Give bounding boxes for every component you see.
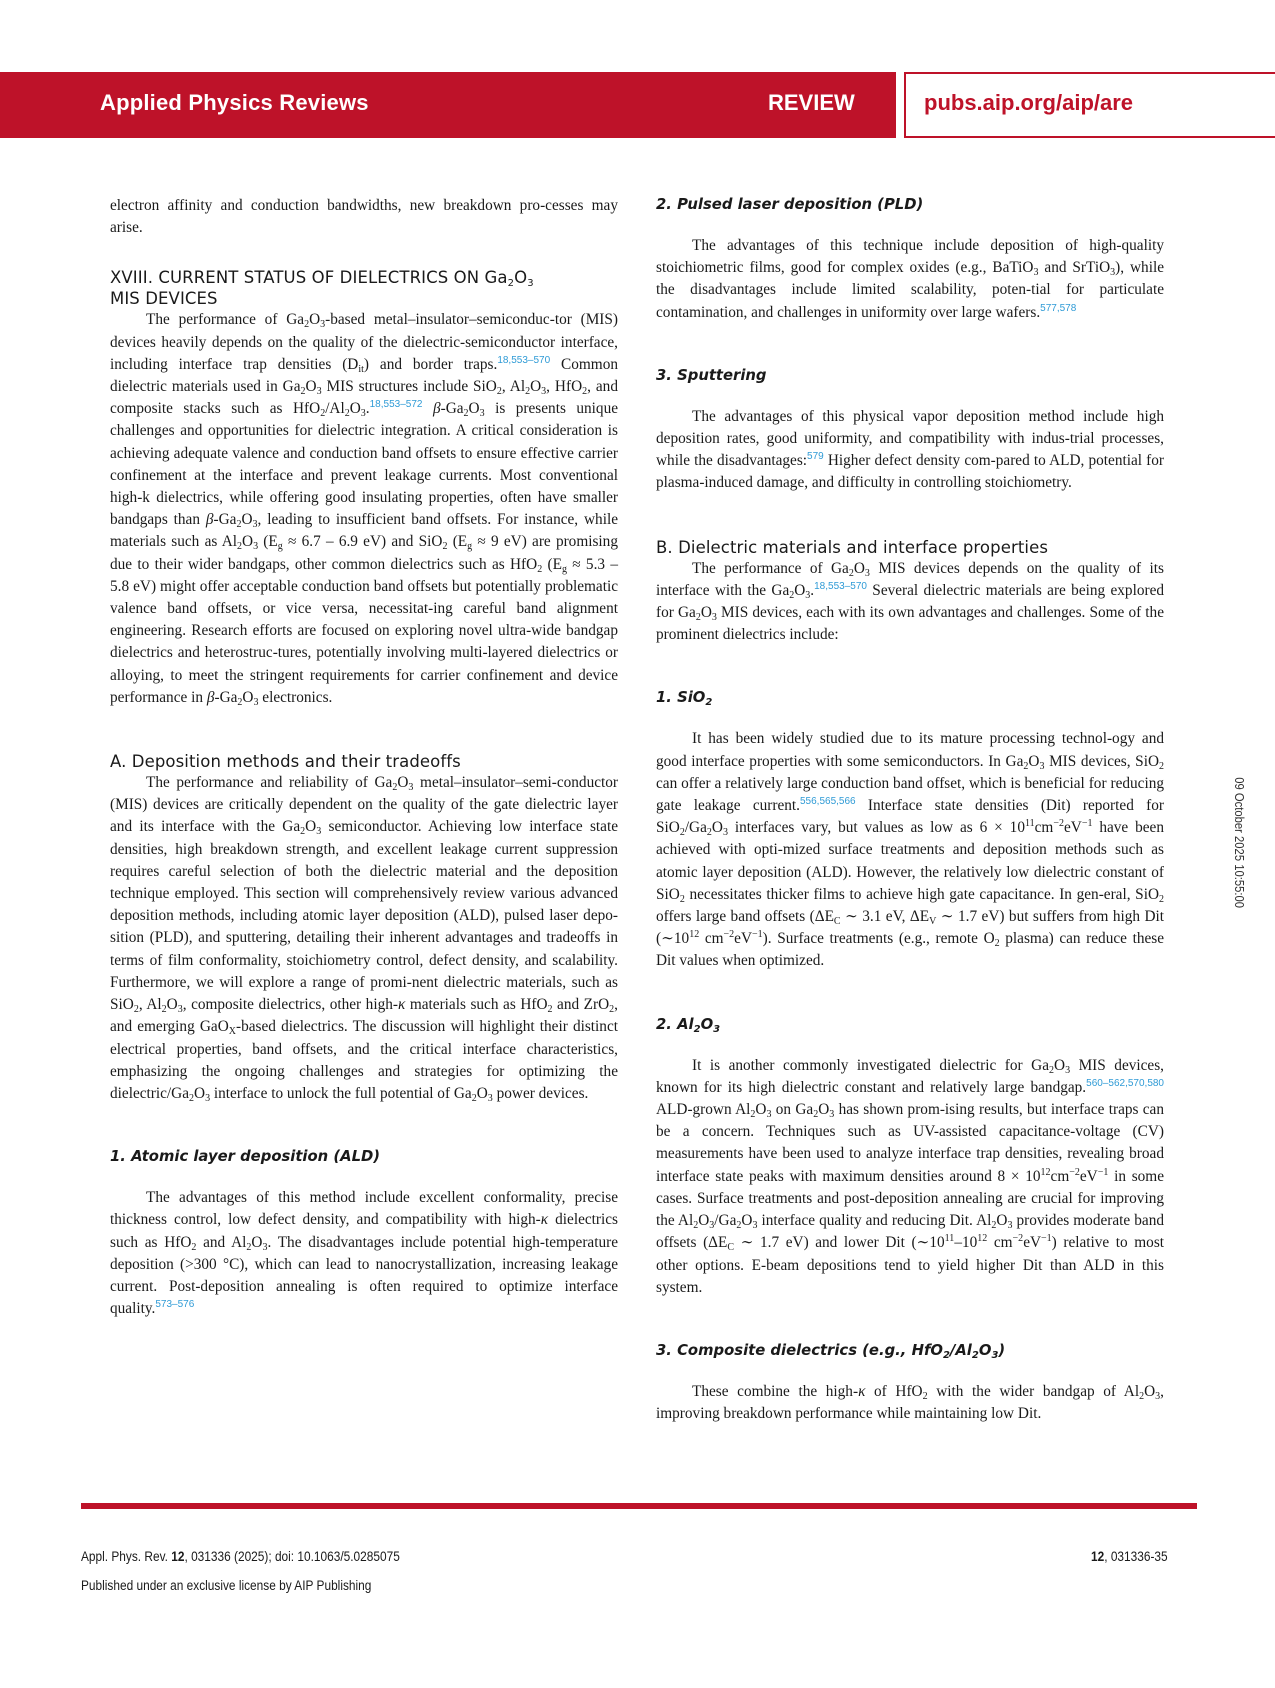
citation-link[interactable]: 577,578 — [1040, 302, 1077, 314]
paragraph: These combine the high-κ of HfO$_2$ with the wider bandgap of $Al_2O_3$, improving breakdown performance while maintaining low Dit. — [656, 1382, 1164, 1423]
citation-link[interactable]: 18,553–570 — [814, 580, 867, 592]
right-column — [656, 195, 1164, 1425]
subsection-heading-pld: 2. Pulsed laser deposition (PLD) — [656, 196, 924, 213]
paragraph: The performance of $Ga_2O_3$ MIS devices depends on the quality of its interface with the $Ga_2O_3.^{18,553-570}$ Several dielectric materials are being explored for $Ga_2O_3$ MIS devices, each with its own advantages and challenges. Some of the prominent dielectrics include: — [656, 559, 1165, 644]
carryover-paragraph: electron affinity and conduction bandwidths, new breakdown pro-cesses may arise. — [110, 197, 618, 237]
footer-citation: Appl. Phys. Rev. 12, 031336 (2025); doi: 10.1063/5.0285075 — [81, 1549, 400, 1564]
subsection-heading-composite: 3. Composite dielectrics (e.g., $HfO_2/Al_2O_3$) — [656, 1341, 1006, 1361]
subsection-heading-sputtering: 3. Sputtering — [656, 366, 767, 384]
paragraph: It is another commonly investigated dielectric for $Ga_2O_3$ MIS devices, known for its high dielectric constant and relatively large bandgap.$^{560-562,570,580}$ ALD-grown $Al_2O_3$ on $Ga_2O_3$ has shown prom-ising results, but interface traps can be a concern. Techniques such as UV-assisted capacitance-voltage (CV) measurements have been used to analyze interface trap densities, revealing broad interface state peaks with maximum densities around $8 \times 10^{12}cm^{-2}eV^{-1}$ in some cases. Surface treatments and post-deposition annealing are crucial for improving the $Al_2O_3/Ga_2O_3$ interface quality and reducing Dit. $Al_2O_3$ provides moderate band offsets ($\Delta E_C$ ∼ 1.7 eV) and lower Dit ($\sim 10^{11}-10^{12}$ $cm^{-2}eV^{-1}$) relative to most other options. E-beam depositions tend to yield higher Dit than ALD in this system. — [656, 1056, 1165, 1296]
citation-link[interactable]: 560–562,570,580 — [1086, 1077, 1164, 1089]
citation-link[interactable]: 556,565,566 — [799, 796, 856, 808]
download-timestamp: 09 October 2025 10:55:00 — [1232, 777, 1246, 909]
paragraph: The advantages of this physical vapor deposition method include high deposition rates, good uniformity, and compatibility with indus-trial processes, while the disadvantages:$^{579}$ Higher defect density com-pared to ALD, potential for plasma-induced damage, and difficulty in controlling stoichiometry. — [656, 407, 1164, 492]
paragraph: The advantages of this technique include deposition of high-quality stoichiometric films, good for complex oxides (e.g., BaTiO$_3$ and SrTiO$_3$), while the disadvantages include limited scalability, poten-tial for particulate contamination, and challenges in uniformity over large wafers.$^{577,578}$ — [656, 237, 1164, 321]
citation-link[interactable]: 18,553–572 — [369, 399, 423, 411]
paragraph: It has been widely studied due to its mature processing technol-ogy and good interface properties with some semiconductors. In $Ga_2O_3$ MIS devices, SiO$_2$ can offer a relatively large conduction band offset, which is beneficial for reducing gate leakage current.$^{556,565,566}$ Interface state densities (Dit) reported for $SiO_2/Ga_2O_3$ interfaces vary, but values as low as $6 \times 10^{11}cm^{-2}eV^{-1}$ have been achieved with opti-mized surface treatments and deposition methods such as atomic layer deposition (ALD). However, the relatively low dielectric constant of SiO$_2$ necessitates thicker films to achieve high gate capacitance. In gen-eral, SiO$_2$ offers large band offsets ($\Delta E_C$ ∼ 3.1 eV, $\Delta E_V$ ∼ 1.7 eV) but suffers from high Dit ($\sim 10^{12}$ $cm^{-2}eV^{-1}$). Surface treatments (e.g., remote $O_2$ plasma) can reduce these Dit values when optimized. — [656, 730, 1165, 970]
left-column — [110, 195, 618, 1320]
section-heading-xviii: XVIII. CURRENT STATUS OF DIELECTRICS ON $Ga_2O_3$ MIS DEVICES — [110, 268, 534, 309]
paragraph: The advantages of this method include excellent conformality, precise thickness control, low defect density, and compatibility with high-κ dielectrics such as HfO$_2$ and $Al_2O_3$. The disadvantages include potential high-temperature deposition (>300 °C), which can lead to nanocrystallization, increasing leakage current. Post-deposition annealing is often required to optimize interface quality.$^{573-576}$ — [110, 1189, 619, 1318]
subsection-heading-sio2: 1. SiO$_2$ — [656, 689, 713, 709]
subsection-heading-ald: 1. Atomic layer deposition (ALD) — [110, 1148, 381, 1166]
journal-name: Applied Physics Reviews — [100, 90, 369, 115]
citation-link[interactable]: 18,553–570 — [497, 354, 551, 366]
citation-link[interactable]: 579 — [807, 451, 824, 463]
subsection-heading-al2o3: 2. $Al_2O_3$ — [656, 1015, 721, 1035]
footer-license: Published under an exclusive license by AIP Publishing — [81, 1578, 372, 1593]
footer-divider — [81, 1503, 1197, 1509]
paragraph: The performance and reliability of $Ga_2O_3$ metal–insulator–semi-conductor (MIS) devices are critically dependent on the quality of the gate dielectric layer and its interface with the $Ga_2O_3$ semiconductor. Achieving low interface state densities, high breakdown strength, and excellent leakage current suppression requires careful selection of both the dielectric material and the deposition technique employed. This section will comprehensively review various advanced deposition methods, including atomic layer deposition (ALD), pulsed laser depo-sition (PLD), and sputtering, detailing their inherent advantages and tradeoffs in terms of film conformality, stoichiometry control, defect density, and scalability. Furthermore, we will explore a range of promi-nent dielectric materials, such as SiO$_2$, $Al_2O_3$, composite dielectrics, other high-κ materials such as HfO$_2$ and ZrO$_2$, and emerging GaO$_X$-based dielectrics. The discussion will highlight their distinct electrical properties, band offsets, and the critical interface characteristics, emphasizing the ongoing challenges and strategies for optimizing the dielectric/$Ga_2O_3$ interface to unlock the full potential of $Ga_2O_3$ power devices. — [110, 774, 619, 1104]
journal-url-link[interactable]: pubs.aip.org/aip/are — [924, 90, 1134, 115]
section-heading-b: B. Dielectric materials and interface properties — [656, 537, 1049, 557]
page-number: 12, 031336-35 — [1091, 1549, 1168, 1564]
citation-link[interactable]: 573–576 — [155, 1299, 195, 1311]
section-heading-a: A. Deposition methods and their tradeoffs — [110, 752, 461, 772]
article-type-label: REVIEW — [768, 90, 855, 115]
paragraph: The performance of $Ga_2O_3$-based metal–insulator–semiconduc-tor (MIS) devices heavily depends on the quality of the dielectric-semiconductor interface, including interface trap densities $(D_{it})$ and border traps.$^{18,553-570}$ Common dielectric materials used in $Ga_2O_3$ MIS structures include SiO$_2$, $Al_2O_3$, HfO$_2$, and composite stacks such as $HfO_2/Al_2O_3.^{18,553-572}$ $\beta-Ga_2O_3$ is presents unique challenges and opportunities for dielectric integration. A critical consideration is achieving adequate valence and conduction band offsets to ensure effective carrier confinement at the interface and prevent leakage currents. Most conventional high-k dielectrics, while offering good insulating properties, often have smaller bandgaps than $\beta-Ga_2O_3$, leading to insufficient band offsets. For instance, while materials such as $Al_2O_3$ ($E_g \approx 6.7 - 6.9$ eV) and SiO$_2$ ($E_g \approx 9$ eV) are promising due to their wider bandgaps, other common dielectrics such as HfO$_2$ ($E_g \approx 5.3 - 5.8$ eV) might offer acceptable conduction band offsets but potentially problematic valence band offsets, or vice versa, necessitat-ing careful band alignment engineering. Research efforts are focused on exploring novel ultra-wide bandgap dielectrics and heterostruc-tures, potentially involving multi-layered dielectrics or alloying, to meet the stringent requirements for carrier confinement and device performance in $\beta-Ga_2O_3$ electronics. — [110, 311, 619, 708]
